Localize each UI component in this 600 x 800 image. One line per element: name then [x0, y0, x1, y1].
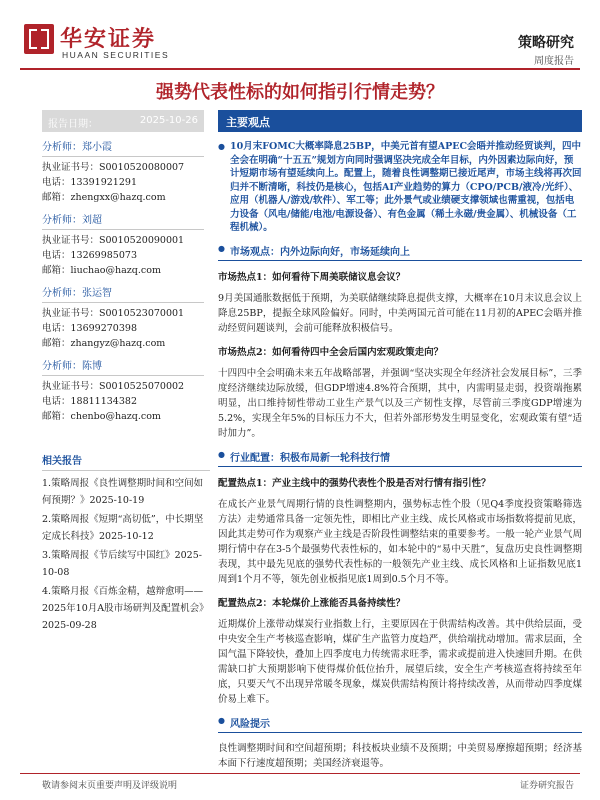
logo-text-en: HUAAN SECURITIES	[62, 50, 170, 60]
heading-rule	[218, 732, 582, 733]
industry-allocation-heading: ● 行业配置：积极布局新一轮科技行情	[218, 449, 582, 464]
risk-heading: ● 风险提示	[218, 715, 582, 730]
analyst-block	[42, 284, 204, 351]
heading-rule	[218, 466, 582, 467]
analyst-cert: 执业证书号：S0010525070002	[42, 381, 185, 392]
analyst-phone: 电话：13269985073	[42, 250, 137, 261]
main-content	[218, 110, 582, 771]
summary-paragraph: ● 10月末FOMC大概率降息25BP，中美元首有望APEC会晤并推动经贸谈判，四中全会在明确“十五五”规划方向同时强调坚决完成全年目标，内外因素边际向好，预计短期市场有望延续向上。配置上，随着良性调整期已接近尾声，市场主线将再次回归并不断清晰，科技仍是核心，包括AI产业趋势的算力（CPO/PCB/液冷/光纤）、应用（机器人/游戏/软件）、军工等；此外景气或业绩硬支撑领域也需重视，包括电力设备（风电/储能/电池/电源设备）、有色金属（稀土永磁/贵金属）、机械设备（工程机械）。	[218, 140, 582, 235]
analyst-name: 分析师：郑小霞	[42, 138, 204, 157]
footer-disclaimer: 敬请参阅末页重要声明及评级说明	[42, 781, 178, 791]
hotspot-title: 市场热点2：如何看待四中全会后国内宏观政策走向？	[218, 346, 444, 358]
document-subtype: 周度报告	[534, 56, 574, 67]
hotspot-paragraph: 十四四中全会明确未来五年战略部署，并强调“坚决实现全年经济社会发展目标”，三季度经济继续边际放缓，但GDP增速4.8%符合预期，其中，内需明显走弱，投资端拖累明显，出口维持韧性带动工业生产景气以及三产韧性支撑，尽管前三季度GDP增速为5.2%，实现全年5%的目标压力不大，但若外部形势发生明显变化，宏观政策有望“适时加力”。	[218, 367, 582, 439]
hotspot-paragraph: 在成长产业景气周期行情的良性调整期内，强势标志性个股（见Q4季度投资策略筛选方法）走势通常具备一定领先性，即相比产业主线、成长风格或市场指数将提前见底，因此其走势可作为观察产业主线是否阶段性调整结束的重要参考。一般一轮产业景气周期行情中存在3-5个最强势代表性标的，如本轮中的“易中天胜”，复盘历史良性调整期表现，其中最先见底的强势代表性标的一般领先产业主线、成长风格和上证指数见底1周到1个月不等，领先创业板指见底1周到0.5个月不等。	[218, 498, 582, 585]
analyst-phone: 电话：18811134382	[42, 396, 137, 407]
related-reports	[42, 452, 210, 636]
hotspot-title: 市场热点1：如何看待下周美联储议息会议？	[218, 271, 406, 283]
analyst-name: 分析师：陈博	[42, 357, 204, 376]
analyst-phone: 电话：13699270398	[42, 323, 137, 334]
market-view-heading: ● 市场观点：内外边际向好，市场延续向上	[218, 243, 582, 258]
analyst-email[interactable]: 邮箱：zhengxx@hazq.com	[42, 192, 166, 203]
heading-rule	[218, 260, 582, 261]
analyst-email[interactable]: 邮箱：chenbo@hazq.com	[42, 411, 161, 422]
report-date-bar	[42, 110, 204, 132]
company-logo-icon	[24, 24, 54, 54]
page-header	[0, 0, 600, 68]
related-report-link[interactable]: 4.策略月报《百炼金精，越辩愈明——2025年10月A股市场研判及配置机会》2025-09-28	[42, 586, 209, 631]
footer-divider	[20, 773, 580, 774]
related-report-link[interactable]: 2.策略周报《短期“高切低”，中长期坚定成长科技》2025-10-12	[42, 514, 204, 542]
hotspot-paragraph: 9月美国通胀数据低于预期，为美联储继续降息提供支撑，大概率在10月末议息会议上降息25BP，提振全球风险偏好。同时，中美两国元首可能在11月初的APEC会晤并推动经贸问题谈判，会前可能释放积极信号。	[218, 292, 582, 334]
risk-paragraph: 良性调整期时间和空间超预期；科技板块业绩不及预期；中美贸易摩擦超预期；经济基本面下行速度超预期；美国经济衰退等。	[218, 742, 582, 769]
analyst-email[interactable]: 邮箱：zhangyz@hazq.com	[42, 338, 166, 349]
hotspot-paragraph: 近期煤价上涨带动煤炭行业指数上行，主要原因在于供需结构改善。其中供给层面，受中央安全生产考核巡查影响，煤矿生产监管力度趋严，供给端扰动增加。需求层面，全国气温下降较快，叠加上四季度电力传统需求旺季，需求或提前进入快速回升期。在供需缺口扩大预期影响下使得煤价低位抬升，展望后续，安全生产考核巡查将持续至年底，只要天气不出现异常暖冬现象，煤炭供需结构预计将持续改善，从而带动四季度煤价易上难下。	[218, 618, 582, 705]
analyst-name: 分析师：张运智	[42, 284, 204, 303]
document-type: 策略研究	[518, 35, 574, 51]
related-reports-title: 相关报告	[42, 452, 210, 471]
footer-label: 证券研究报告	[519, 781, 574, 791]
report-date-label: 报告日期：	[48, 119, 98, 130]
analyst-email[interactable]: 邮箱：liuchao@hazq.com	[42, 265, 161, 276]
analyst-name: 分析师：刘超	[42, 211, 204, 230]
related-report-link[interactable]: 3.策略周报《节后续写中国红》2025-10-08	[42, 550, 202, 578]
report-date-value: 2025-10-26	[139, 115, 198, 126]
page-title: 强势代表性标的如何指引行情走势？	[156, 82, 444, 103]
analyst-block	[42, 211, 204, 278]
logo-text-cn: 华安证券	[60, 26, 157, 52]
analyst-cert: 执业证书号：S0010520080007	[42, 162, 185, 173]
analyst-cert: 执业证书号：S0010523070001	[42, 308, 185, 319]
analyst-cert: 执业证书号：S0010520090001	[42, 235, 185, 246]
analyst-block	[42, 357, 204, 424]
related-report-link[interactable]: 1.策略周报《良性调整期时间和空间如何预期？》2025-10-19	[42, 478, 204, 506]
hotspot-title: 配置热点1：产业主线中的强势代表性个股是否对行情有指引性？	[218, 477, 491, 489]
header-divider	[20, 68, 580, 70]
analyst-phone: 电话：13391921291	[42, 177, 137, 188]
analyst-panel	[42, 110, 204, 424]
hotspot-title: 配置热点2：本轮煤价上涨能否具备持续性？	[218, 597, 406, 609]
section-title-bar: 主要观点	[218, 110, 582, 132]
analyst-block	[42, 138, 204, 205]
